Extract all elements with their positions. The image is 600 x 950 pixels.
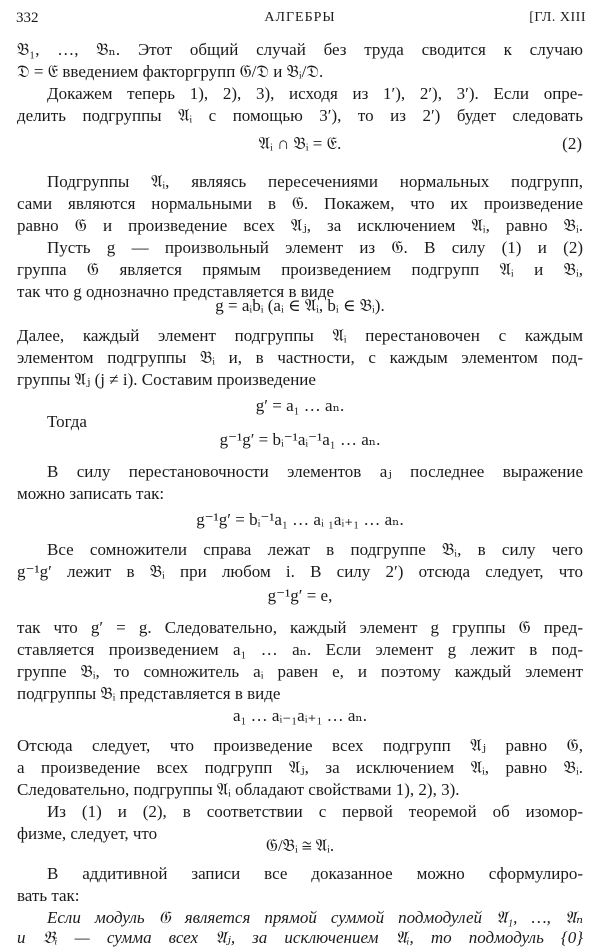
- display-formula: 𝔄ᵢ ∩ 𝔅ᵢ = 𝔈.: [258, 134, 342, 153]
- text-line: Из (1) и (2), в соответствии с первой теоремой об изомор-: [47, 802, 583, 821]
- text-line: так что g однозначно представляется в виде: [17, 282, 335, 301]
- chapter-label: [ГЛ. XIII: [529, 10, 586, 25]
- text-line: 𝔅₁, …, 𝔅ₙ. Этот общий случай без труда сводится к случаю: [17, 40, 583, 59]
- text-line: g⁻¹g′ лежит в 𝔅ᵢ при любом i. В силу 2′) отсюда следует, что: [17, 562, 583, 581]
- text-line: группы 𝔄ⱼ (j ≠ i). Составим произведение: [17, 370, 316, 389]
- display-formula: g⁻¹g′ = bᵢ⁻¹aᵢ⁻¹a₁ … aₙ.: [219, 430, 381, 449]
- text-line: так что g′ = g. Следовательно, каждый элемент g группы 𝔊 пред-: [17, 618, 583, 637]
- display-formula: g = aᵢbᵢ (aᵢ ∈ 𝔄ᵢ, bᵢ ∈ 𝔅ᵢ).: [215, 296, 385, 315]
- text-line: равно 𝔊 и произведение всех 𝔄ⱼ, за исключением 𝔄ᵢ, равно 𝔅ᵢ.: [17, 216, 583, 235]
- text-line: группа 𝔊 является прямым произведением подгрупп 𝔄ᵢ и 𝔅ᵢ,: [17, 260, 583, 279]
- text-line: Следовательно, подгруппы 𝔄ᵢ обладают свойствами 1), 2), 3).: [17, 780, 460, 799]
- text-line: В силу перестановочности элементов aⱼ последнее выражение: [47, 462, 583, 481]
- running-title: АЛГЕБРЫ: [264, 10, 336, 25]
- text-line: физме, следует, что: [17, 824, 158, 843]
- text-line: можно записать так:: [17, 484, 165, 503]
- text-line: элементом подгруппы 𝔅ᵢ и, в частности, с каждым элементом под-: [17, 348, 583, 367]
- theorem-line: и 𝔅ᵢ — сумма всех 𝔄ⱼ, за исключением 𝔄ᵢ, то подмодуль {0}: [17, 928, 583, 947]
- text-line: 𝔇 = 𝔈 введением факторгрупп 𝔊/𝔇 и 𝔅ᵢ/𝔇.: [17, 62, 324, 81]
- text-line: Докажем теперь 1), 2), 3), исходя из 1′), 2′), 3′). Если опре-: [47, 84, 583, 103]
- running-header: [0, 8, 600, 30]
- theorem-line: Если модуль 𝔊 является прямой суммой подмодулей 𝔄₁, …, 𝔄ₙ: [47, 908, 583, 927]
- page-number: 332: [16, 10, 39, 26]
- text-line: Все сомножители справа лежат в подгруппе 𝔅ᵢ, в силу чего: [47, 540, 583, 559]
- text-line: а произведение всех подгрупп 𝔄ⱼ, за исключением 𝔄ᵢ, равно 𝔅ᵢ.: [17, 758, 583, 777]
- text-line: Подгруппы 𝔄ᵢ, являясь пересечениями нормальных подгрупп,: [47, 172, 583, 191]
- display-formula: g⁻¹g′ = bᵢ⁻¹a₁ … aᵢ ₁aᵢ₊₁ … aₙ.: [196, 510, 404, 529]
- text-line: подгруппы 𝔅ᵢ представляется в виде: [17, 684, 281, 703]
- display-formula: 𝔊/𝔅ᵢ ≅ 𝔄ᵢ.: [265, 836, 335, 855]
- text-line: группе 𝔅ᵢ, то сомножитель aᵢ равен e, и поэтому каждый элемент: [17, 662, 583, 681]
- text-line: вать так:: [17, 886, 80, 905]
- display-formula: a₁ … aᵢ₋₁aᵢ₊₁ … aₙ.: [232, 706, 368, 725]
- text-line: Отсюда следует, что произведение всех подгрупп 𝔄ⱼ равно 𝔊,: [17, 736, 583, 755]
- text-line: В аддитивной записи все доказанное можно сформулиро-: [47, 864, 583, 883]
- display-formula: g⁻¹g′ = e,: [267, 586, 333, 605]
- text-line: Далее, каждый элемент подгруппы 𝔄ᵢ перестановочен с каждым: [17, 326, 583, 345]
- text-line: Пусть g — произвольный элемент из 𝔊. В силу (1) и (2): [47, 238, 583, 257]
- text-line: Тогда: [47, 412, 87, 431]
- text-line: ставляется произведением a₁ … aₙ. Если элемент g лежит в под-: [17, 640, 583, 659]
- text-line: делить подгруппы 𝔄ᵢ с помощью 3′), то из 2′) будет следовать: [17, 106, 583, 125]
- text-line: сами являются нормальными в 𝔊. Покажем, что их произведение: [17, 194, 583, 213]
- equation-number: (2): [562, 134, 582, 153]
- display-formula: g′ = a₁ … aₙ.: [255, 396, 345, 415]
